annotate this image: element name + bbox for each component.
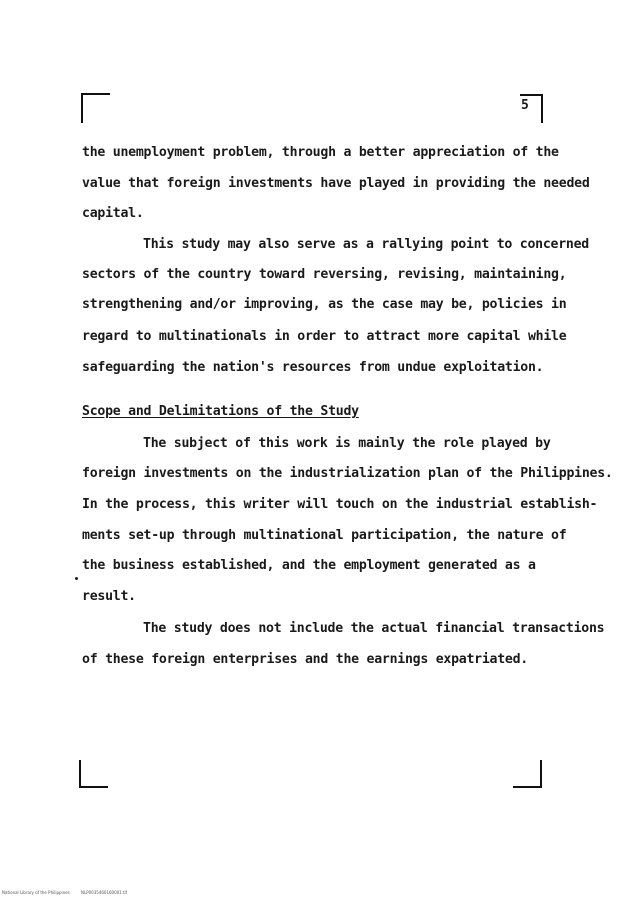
text-line: safeguarding the nation's resources from undue exploitation. [82, 360, 544, 375]
section-heading: Scope and Delimitations of the Study [82, 404, 359, 419]
text-line: The study does not include the actual financial transactions [143, 621, 605, 636]
footer-file-id: NLP0035460160001.tif [81, 890, 128, 895]
crop-mark-bottom-right [513, 760, 542, 788]
footer-source: National Library of the Philippines [2, 890, 70, 895]
text-line: value that foreign investments have played in providing the needed [82, 176, 590, 191]
text-line: In the process, this writer will touch on the industrial establish- [82, 497, 598, 512]
text-line: The subject of this work is mainly the role played by [143, 436, 551, 451]
text-line: ments set-up through multinational participation, the nature of [82, 528, 567, 543]
crop-mark-top-left [81, 93, 110, 123]
text-line: This study may also serve as a rallying point to concerned [143, 237, 589, 252]
text-line: regard to multinationals in order to attract more capital while [82, 329, 567, 344]
page-number: 5 [521, 98, 529, 113]
text-line: of these foreign enterprises and the earnings expatriated. [82, 652, 528, 667]
text-line: strengthening and/or improving, as the case may be, policies in [82, 297, 567, 312]
crop-mark-bottom-left [79, 760, 108, 788]
scan-footer [2, 890, 137, 895]
text-line: sectors of the country toward reversing, revising, maintaining, [82, 267, 567, 282]
text-line: capital. [82, 206, 144, 221]
text-line: the unemployment problem, through a better appreciation of the [82, 145, 559, 160]
text-line: the business established, and the employment generated as a [82, 558, 536, 573]
text-line: foreign investments on the industrialization plan of the Philippines. [82, 466, 613, 481]
scan-speck [75, 577, 78, 580]
text-line: result. [82, 589, 136, 604]
